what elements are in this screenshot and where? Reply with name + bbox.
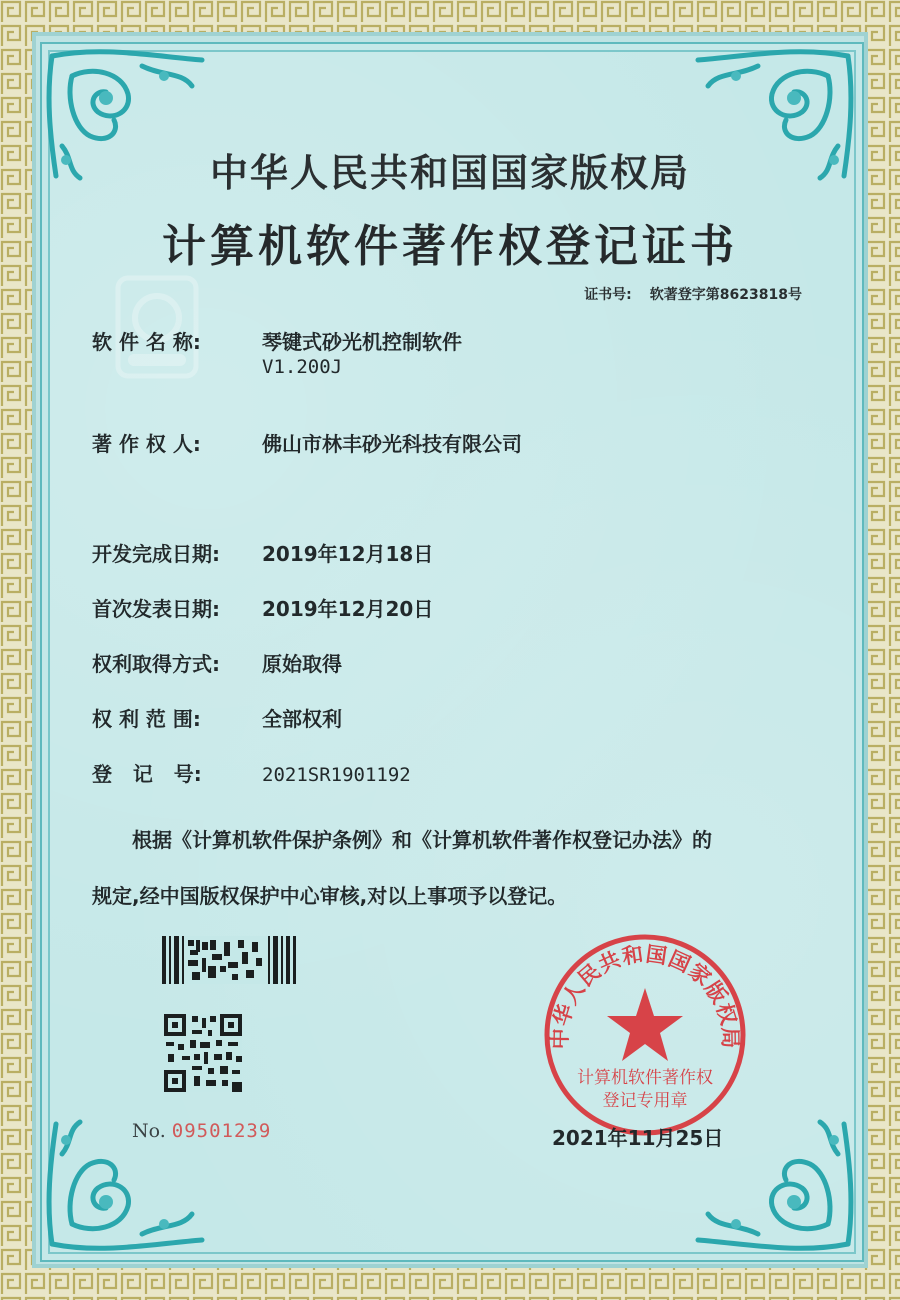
certificate-title: 计算机软件著作权登记证书: [162, 221, 738, 272]
svg-text:计算机软件著作权: 计算机软件著作权: [577, 1068, 713, 1088]
official-seal-icon: [540, 930, 750, 1140]
cert-no-value: 软著登字第8623818号: [649, 287, 802, 303]
field-first-publish-date: [92, 593, 433, 622]
field-label: 首次发表日期:: [92, 597, 220, 621]
field-value: 原始取得: [262, 652, 342, 676]
serial-value: 09501239: [171, 1120, 272, 1142]
serial-number: [132, 1120, 271, 1142]
field-registration-number: [92, 758, 411, 787]
certificate-number: [584, 284, 802, 304]
field-value: 2019年12月20日: [262, 597, 434, 621]
field-dev-complete-date: [92, 538, 433, 567]
authority-title: 中华人民共和国国家版权局: [209, 151, 690, 195]
field-value: 佛山市林丰砂光科技有限公司: [262, 432, 522, 456]
basis-text-line-1: 根据《计算机软件保护条例》和《计算机软件著作权登记办法》的: [132, 828, 712, 852]
field-label: 权利取得方式:: [92, 652, 220, 676]
cert-no-label: 证书号:: [584, 287, 632, 303]
svg-text:中华人民共和国国家版权局: 中华人民共和国国家版权局: [547, 941, 743, 1050]
field-label: 著 作 权 人:: [92, 432, 201, 456]
qr-code-icon: [164, 1014, 242, 1092]
field-label: 开发完成日期:: [92, 542, 220, 566]
field-value: 2021SR1901192: [262, 764, 411, 786]
field-value: 2019年12月18日: [262, 542, 434, 566]
serial-label: No.: [132, 1120, 166, 1142]
field-copyright-owner: [92, 428, 522, 457]
software-version: V1.200J: [262, 356, 343, 378]
field-label: 权 利 范 围:: [92, 707, 201, 731]
field-label: 登 记 号:: [92, 762, 202, 786]
field-value: 琴键式砂光机控制软件: [262, 330, 462, 354]
field-label: 软 件 名 称:: [92, 330, 201, 354]
field-acquisition-method: [92, 648, 342, 677]
barcode-icon: [162, 936, 296, 984]
svg-text:登记专用章: 登记专用章: [602, 1091, 688, 1111]
field-value: 全部权利: [262, 707, 342, 731]
issue-date: 2021年11月25日: [552, 1126, 724, 1150]
field-software-name: [92, 326, 462, 355]
field-rights-scope: [92, 703, 342, 732]
basis-text-line-2: 规定,经中国版权保护中心审核,对以上事项予以登记。: [92, 884, 568, 908]
